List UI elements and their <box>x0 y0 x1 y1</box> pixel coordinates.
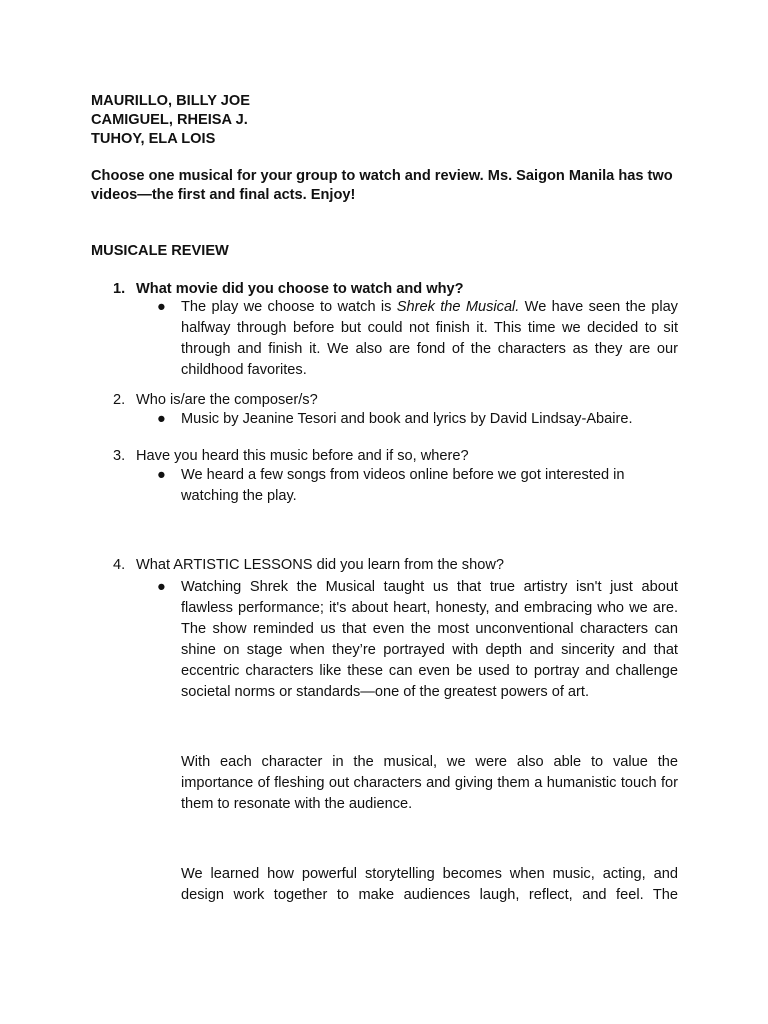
question-number: 4. <box>113 557 126 573</box>
bullet-icon: ● <box>157 411 166 427</box>
answer-text <box>181 297 678 381</box>
answer-paragraph: With each character in the musical, we were also able to value the importance of fleshing out characters and giving them a humanistic touch for them to resonate with the audience. <box>181 754 678 812</box>
question-number: 1. <box>113 281 126 297</box>
question-text: What ARTISTIC LESSONS did you learn from the show? <box>136 557 504 573</box>
question-text: Have you heard this music before and if so, where? <box>136 448 469 464</box>
bullet-icon: ● <box>157 299 166 315</box>
answer-text: Watching Shrek the Musical taught us that true artistry isn't just about flawless performance; it's about heart, honesty, and embracing who we are. The show reminded us that even the most unconventional characters can shine on stage when they’re portrayed with depth and sincerity and that eccentric characters like these can even be used to portray and challenge societal norms or standards—one of the greatest powers of art. <box>181 579 678 700</box>
bullet-icon: ● <box>157 467 166 483</box>
answer-text-part: We have seen the play halfway through before but could not finish it. This time we decided to sit through and finish it. We also are fond of the characters as they are our childhood favorites. <box>181 299 678 378</box>
bullet-icon: ● <box>157 579 166 595</box>
section-title: MUSICALE REVIEW <box>91 243 229 259</box>
author-name: TUHOY, ELA LOIS <box>91 131 216 147</box>
author-name: MAURILLO, BILLY JOE <box>91 93 250 109</box>
answer-paragraph: We learned how powerful storytelling becomes when music, acting, and design work together to make audiences laugh, reflect, and feel. The <box>181 866 678 903</box>
answer-text: We heard a few songs from videos online before we got interested in watching the play. <box>181 467 625 504</box>
author-list <box>91 92 691 149</box>
answer-text: Music by Jeanine Tesori and book and lyrics by David Lindsay-Abaire. <box>181 411 633 427</box>
question-number: 2. <box>113 392 126 408</box>
play-title: Shrek the Musical. <box>396 299 520 315</box>
question-text: What movie did you choose to watch and why? <box>136 281 464 297</box>
author-name: CAMIGUEL, RHEISA J. <box>91 112 248 128</box>
question-number: 3. <box>113 448 126 464</box>
question-text: Who is/are the composer/s? <box>136 392 318 408</box>
answer-text-part: The play we choose to watch is <box>181 299 397 315</box>
instructions: Choose one musical for your group to watch and review. Ms. Saigon Manila has two videos—the first and final acts. Enjoy! <box>91 168 673 203</box>
